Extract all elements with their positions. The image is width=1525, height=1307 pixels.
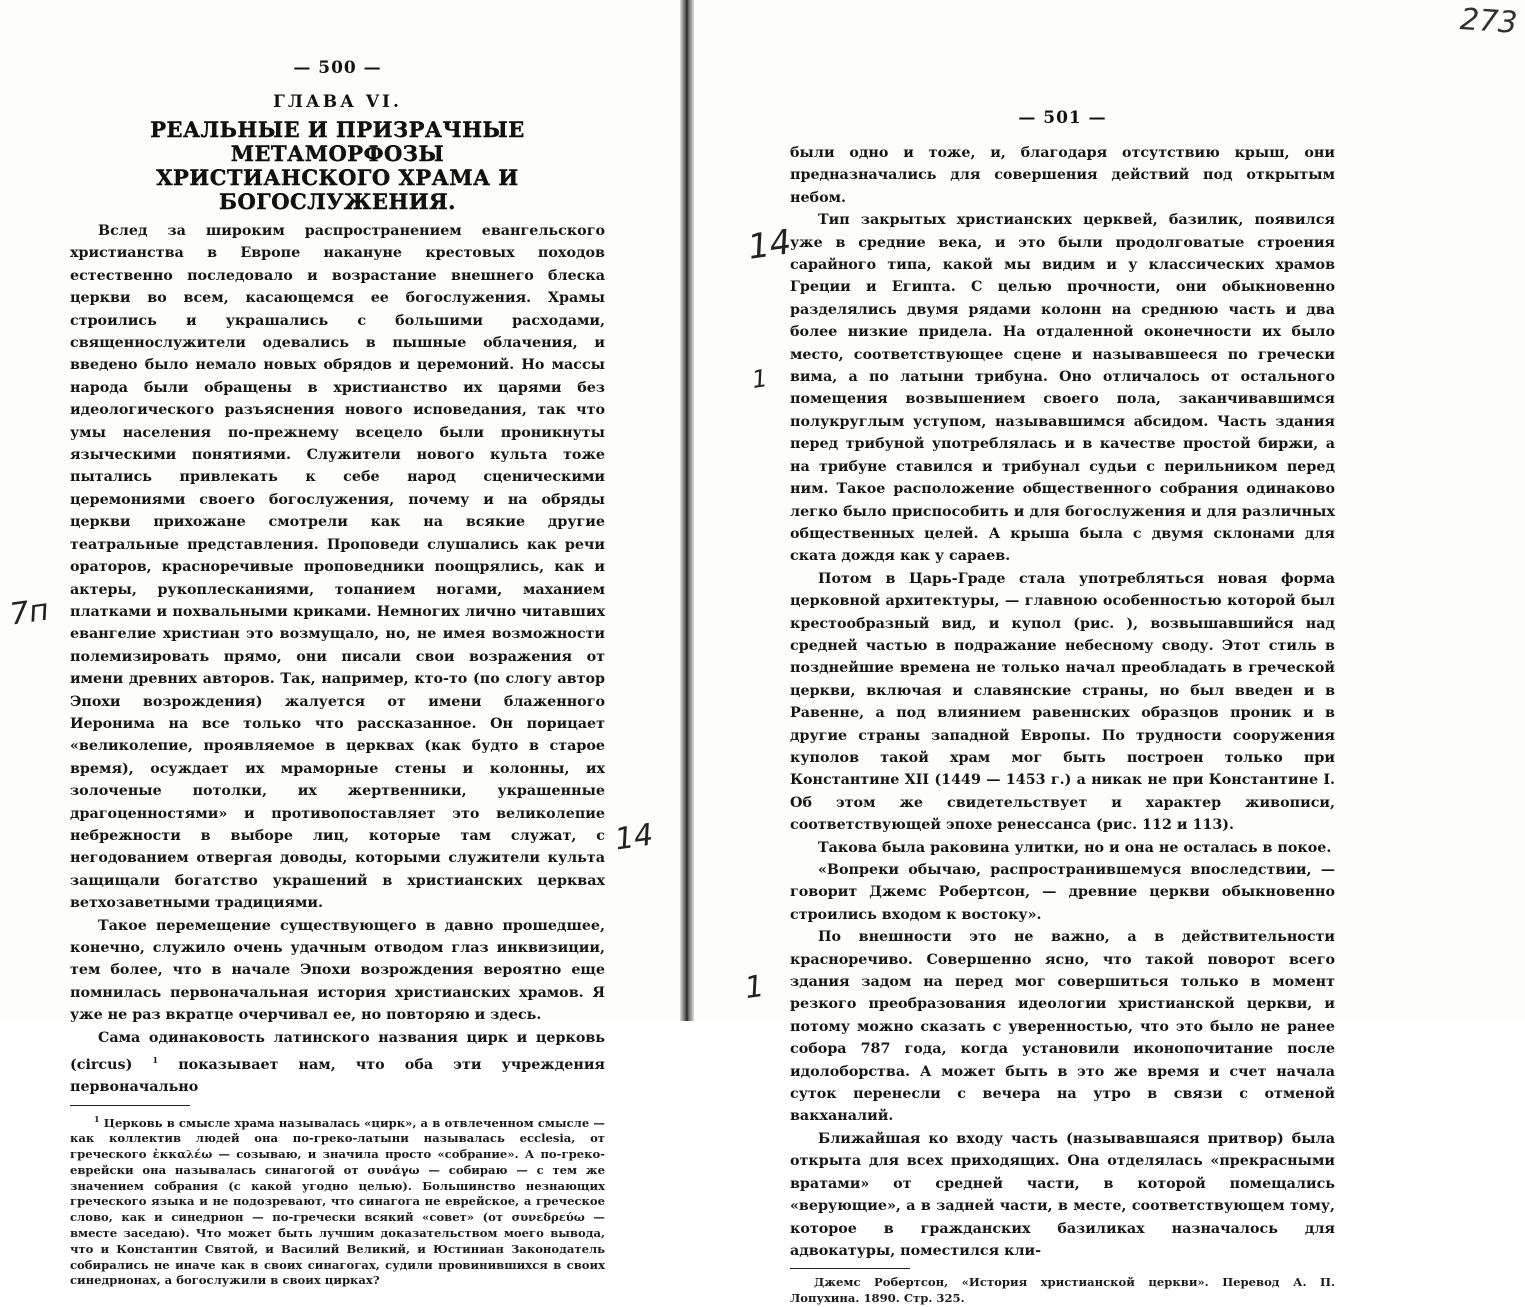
margin-note-4: 1: [750, 364, 770, 394]
footnote-marker: 1: [94, 1113, 100, 1124]
right-paragraph-6: По внешности это не важно, а в действительности красноречиво. Совершенно ясно, что такой поворот всего здания задом на перед мог совершиться только в момент резкого преобразования идеологии христианской церкви, и потому можно сказать с уверенностью, что это было не ранее собора 787 года, когда установили иконопочитание после идолоборства. А может быть в это же время и счет начала суток перенесли с вечера на утро в связи с отменой вакханалий.: [790, 929, 1335, 1125]
chapter-title: [70, 118, 605, 214]
right-footnote: Джемс Робертсон, «История христианской церкви». Перевод А. П. Лопухина. 1890. Стр. 325.: [790, 1275, 1335, 1306]
right-paragraph-1: были одно и тоже, и, благодаря отсутствию крыш, они предназначались для совершения действий под открытым небом.: [790, 145, 1335, 206]
right-paragraph-7: Ближайшая ко входу часть (называвшаяся притвор) была открыта для всех приходящих. Она отделялась «прекрасными вратами» от средней части, в которой помещались «верующие», а в задней части, в месте, соответствующем тому, которое в гражданских базиликах назначалось для адвокатуры, поместился кли-: [790, 1130, 1335, 1259]
left-footnote: [70, 1112, 605, 1290]
right-paragraph-3: Потом в Царь-Граде стала употребляться новая форма церковной архитектуры, — главною особенностью которой был крестообразный вид, и купол (рис. ), возвышавшийся над средней частью в подражание небесному своду. Этот стиль в позднейшие времена не только начал преобладать в греческой церкви, включая и славянские страны, но был введен и в Равенне, а под влиянием равеннских образцов проник и в другие страны западной Европы. По трудности сооружения куполов такой храм мог быть построен только при Константине XII (1449 — 1453 г.) а никак не при Константине I. Об этом же свидетельствует и характер живописи, соответствующей эпохе ренессанса (рис. 112 и 113).: [790, 570, 1335, 834]
left-footnote-text: Церковь в смысле храма называлась «цирк», а в отвлеченном смысле — как коллектив людей она по-греко-латыни называлась ecclesia, от греческого ἐκκαλέω — созываю, и значила просто «собрание». А по-греко-еврейски она называлась синагогой от συνάγω — собираю — с тем же значением собрания (с какой угодно целью). Большинство незнающих греческого языка и не подозревают, что синагога не еврейское, а греческое слово, как и синедрион — по-гречески всякий «совет» (от συνεδρεύω — вместе заседаю). Что может быть лучшим доказательством моего вывода, что и Константин Святой, и Василий Великий, и Юстиниан Законодатель собирались не иначе как в своих синагогах, судили провинившихся в своих синедрионах, а богослужили в своих цирках?: [70, 1115, 605, 1288]
margin-note-2: 14: [612, 817, 656, 858]
right-page-number: — 501 —: [1018, 108, 1107, 128]
chapter-heading: ГЛАВА VI.: [273, 92, 402, 112]
left-paragraph-1: Вслед за широким распространением евангельского христианства в Европе накануне крестовых походов естественно последовало и возрастание внешнего блеска церкви во всем, касающемся ее богослужения. Храмы строились и украшались с большими расходами, священнослужители одевались в пышные облачения, и введено было немало новых обрядов и церемоний. Но массы народа были обращены в христианство их царями без идеологического разъяснения нового исповедания, так что умы населения по-прежнему всецело были проникнуты языческими понятиями. Служители нового культа тоже пытались привлекать к себе народ сценическими церемониями своего богослужения, почему и на обряды церкви прихожане смотрели как на всякие другие театральные представления. Проповеди слушались как речи ораторов, красноречивые проповедники поощрялись, как и актеры, рукоплесканиями, топанием ногами, маханием платками и похвальными криками. Немногих лично читавших евангелие христиан это возмущало, но, не имея возможности полемизировать прямо, они писали свои возражения от имени древних авторов. Так, например, кто-то (по слогу автор Эпохи возрождения) жалуется от имени блаженного Иеронима на все только что рассказанное. Он порицает «великолепие, проявляемое в церквах (как будто в старое время), осуждает их мраморные стены и колонны, их золоченые потолки, их жертвенники, украшенные драгоценностями» и противопоставляет это великолепие небрежности в выборе лиц, которые там служат, с негодованием отвергая доводы, которыми служители культа защищали богатство украшений в христианских церквах ветхозаветными традициями.: [70, 223, 605, 912]
chapter-title-line2: ХРИСТИАНСКОГО ХРАМА И БОГОСЛУЖЕНИЯ.: [156, 165, 519, 214]
left-paragraph-2: Такое перемещение существующего в давно прошедшее, конечно, служило очень удачным отводом глаз инквизиции, тем более, что в начале Эпохи возрождения вероятно еще помнилась первоначальная история христианских храмов. Я уже не раз вкратце очерчивал ее, но повторяю и здесь.: [70, 917, 605, 1024]
left-paragraph-3-start: Сама одинаковость латинского названия цирк и церковь (circus): [70, 1029, 605, 1073]
left-page-number: — 500 —: [293, 58, 382, 78]
right-page: [790, 100, 1335, 1306]
margin-note-5: 1: [742, 968, 767, 1007]
chapter-title-line1: РЕАЛЬНЫЕ И ПРИЗРАЧНЫЕ МЕТАМОРФОЗЫ: [150, 117, 525, 166]
right-paragraph-4: Такова была раковина улитки, но и она не осталась в покое.: [818, 839, 1332, 856]
right-footnote-divider: [790, 1268, 910, 1269]
book-gutter: [680, 0, 694, 1021]
footnote-divider: [70, 1105, 190, 1106]
left-paragraph-3-end: показывает нам, что оба эти учреждения первоначально: [70, 1056, 605, 1096]
archive-number: 273: [1458, 2, 1519, 41]
right-paragraph-5: «Вопреки обычаю, распространившемуся впоследствии, — говорит Джемс Робертсон, — древние церкви обыкновенно строились входом к востоку».: [790, 862, 1335, 923]
left-paragraph-3: [70, 1027, 605, 1099]
margin-note-3: 14: [745, 222, 794, 268]
footnote-ref: 1: [152, 1055, 159, 1066]
right-paragraph-2: Тип закрытых христианских церквей, базилик, появился уже в средние века, и это были продолговатые строения сарайного типа, какой мы видим и у классических храмов Греции и Египта. С целью прочности, они обыкновенно разделялись двумя рядами колонн на среднюю часть и два более низкие придела. На отдаленной оконечности их было место, соответствующее сцене и называвшееся по гречески вима, а по латыни трибуна. Оно отличалось от остального помещения возвышением своего пола, заканчивавшимся полукруглым уступом, называвшимся абсидом. Часть здания перед трибуной употреблялась и в качестве простой биржи, а на трибуне ставился и трибунал судьи с перильником перед ним. Такое расположение общественного собрания одинаково легко было приспособить и для богослужения и для различных общественных целей. А крыша была с двумя склонами для ската дождя как у сараев.: [790, 212, 1335, 565]
margin-note-1: 7п: [7, 592, 51, 633]
left-page: [70, 50, 605, 1288]
